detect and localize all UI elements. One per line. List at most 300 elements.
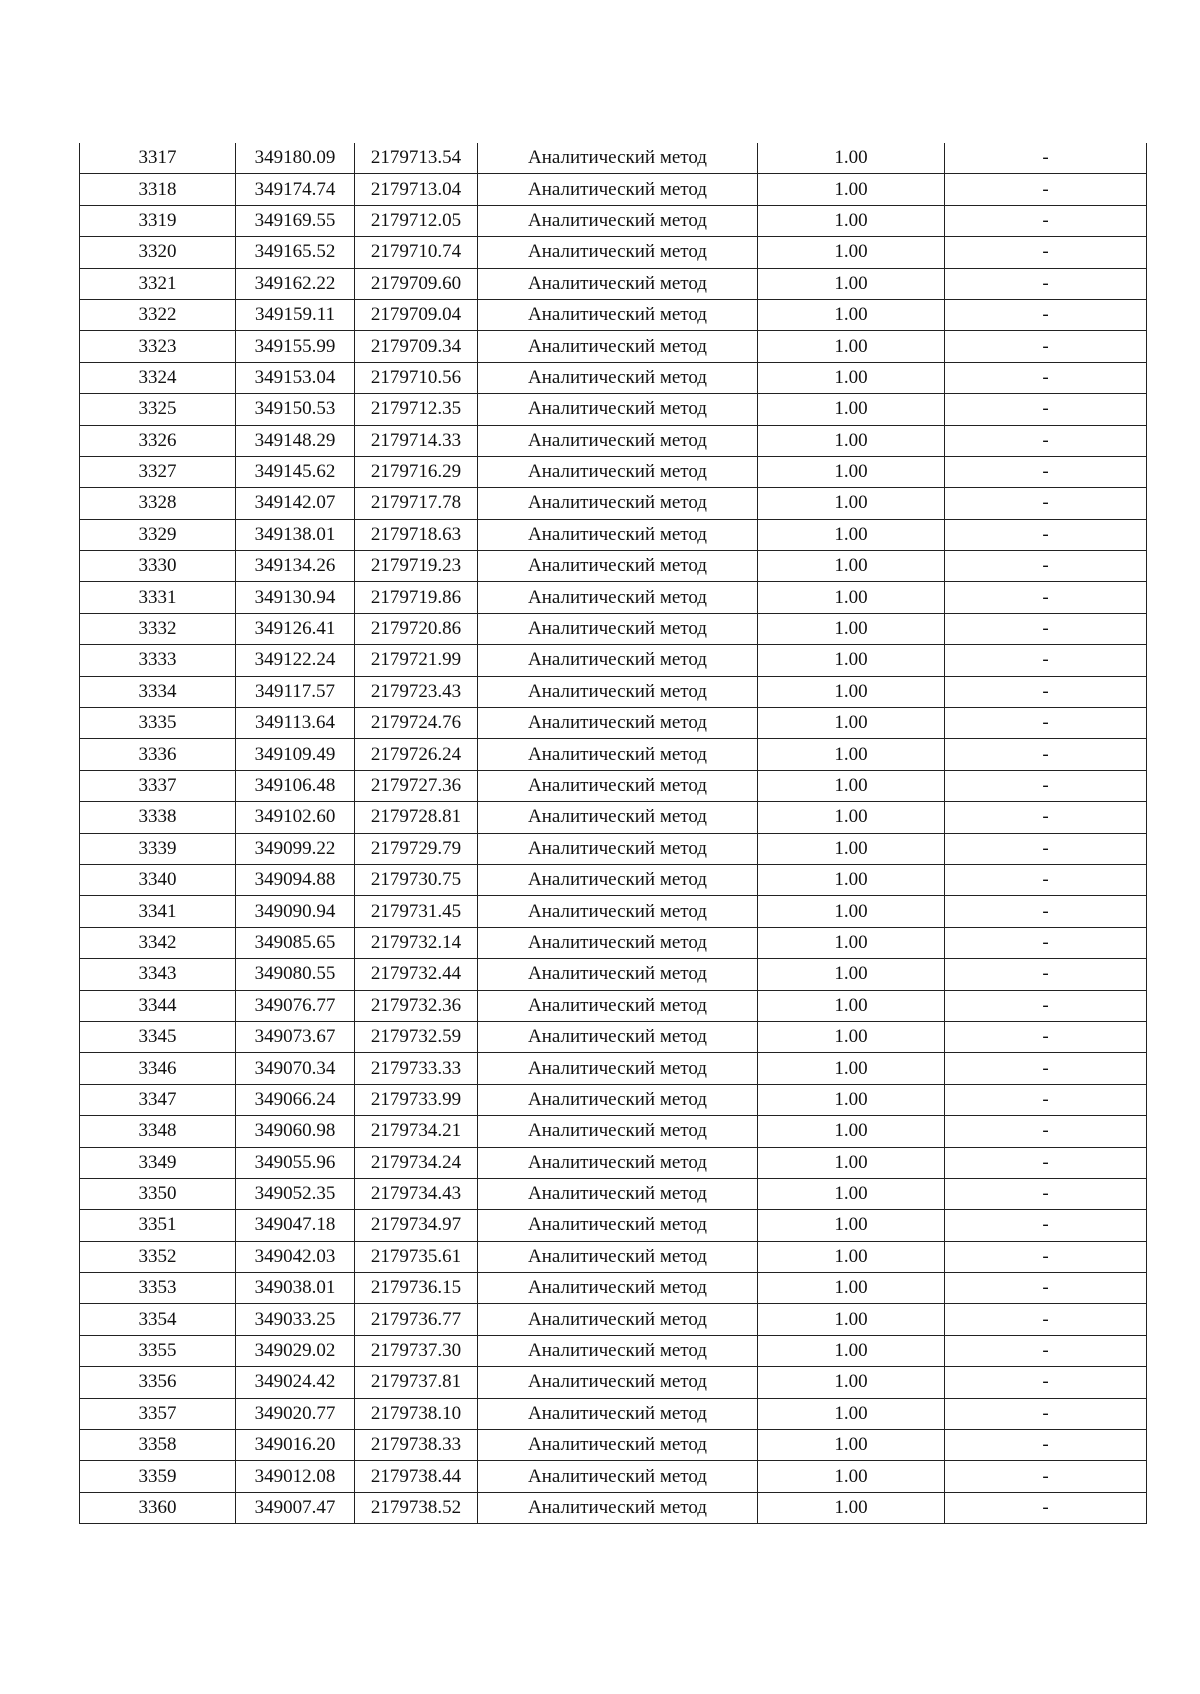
y-coordinate-cell: 2179712.35 — [355, 394, 478, 425]
point-number-cell: 3329 — [80, 519, 236, 550]
note-cell: - — [945, 739, 1147, 770]
table-row — [80, 394, 1147, 425]
table-row — [80, 205, 1147, 236]
accuracy-cell: 1.00 — [758, 1398, 945, 1429]
x-coordinate-cell: 349016.20 — [236, 1430, 355, 1461]
method-cell: Аналитический метод — [478, 362, 758, 393]
note-cell: - — [945, 959, 1147, 990]
method-cell: Аналитический метод — [478, 1461, 758, 1492]
accuracy-cell: 1.00 — [758, 1335, 945, 1366]
x-coordinate-cell: 349070.34 — [236, 1053, 355, 1084]
accuracy-cell: 1.00 — [758, 1241, 945, 1272]
y-coordinate-cell: 2179729.79 — [355, 833, 478, 864]
note-cell: - — [945, 676, 1147, 707]
table-row — [80, 519, 1147, 550]
y-coordinate-cell: 2179709.04 — [355, 299, 478, 330]
y-coordinate-cell: 2179726.24 — [355, 739, 478, 770]
accuracy-cell: 1.00 — [758, 1084, 945, 1115]
note-cell: - — [945, 362, 1147, 393]
accuracy-cell: 1.00 — [758, 331, 945, 362]
accuracy-cell: 1.00 — [758, 551, 945, 582]
table-row — [80, 1461, 1147, 1492]
method-cell: Аналитический метод — [478, 1492, 758, 1523]
y-coordinate-cell: 2179734.24 — [355, 1147, 478, 1178]
accuracy-cell: 1.00 — [758, 1210, 945, 1241]
x-coordinate-cell: 349150.53 — [236, 394, 355, 425]
y-coordinate-cell: 2179736.77 — [355, 1304, 478, 1335]
table-row — [80, 237, 1147, 268]
note-cell: - — [945, 205, 1147, 236]
point-number-cell: 3350 — [80, 1178, 236, 1209]
point-number-cell: 3347 — [80, 1084, 236, 1115]
x-coordinate-cell: 349055.96 — [236, 1147, 355, 1178]
note-cell: - — [945, 1367, 1147, 1398]
method-cell: Аналитический метод — [478, 1178, 758, 1209]
point-number-cell: 3322 — [80, 299, 236, 330]
method-cell: Аналитический метод — [478, 205, 758, 236]
accuracy-cell: 1.00 — [758, 1116, 945, 1147]
y-coordinate-cell: 2179738.44 — [355, 1461, 478, 1492]
accuracy-cell: 1.00 — [758, 896, 945, 927]
x-coordinate-cell: 349029.02 — [236, 1335, 355, 1366]
accuracy-cell: 1.00 — [758, 362, 945, 393]
y-coordinate-cell: 2179736.15 — [355, 1273, 478, 1304]
accuracy-cell: 1.00 — [758, 582, 945, 613]
y-coordinate-cell: 2179734.21 — [355, 1116, 478, 1147]
table-row — [80, 488, 1147, 519]
accuracy-cell: 1.00 — [758, 456, 945, 487]
method-cell: Аналитический метод — [478, 456, 758, 487]
table-row — [80, 1053, 1147, 1084]
y-coordinate-cell: 2179709.60 — [355, 268, 478, 299]
point-number-cell: 3335 — [80, 708, 236, 739]
accuracy-cell: 1.00 — [758, 394, 945, 425]
x-coordinate-cell: 349138.01 — [236, 519, 355, 550]
method-cell: Аналитический метод — [478, 174, 758, 205]
note-cell: - — [945, 927, 1147, 958]
method-cell: Аналитический метод — [478, 1210, 758, 1241]
note-cell: - — [945, 1335, 1147, 1366]
accuracy-cell: 1.00 — [758, 174, 945, 205]
accuracy-cell: 1.00 — [758, 770, 945, 801]
point-number-cell: 3358 — [80, 1430, 236, 1461]
x-coordinate-cell: 349085.65 — [236, 927, 355, 958]
point-number-cell: 3346 — [80, 1053, 236, 1084]
x-coordinate-cell: 349099.22 — [236, 833, 355, 864]
y-coordinate-cell: 2179718.63 — [355, 519, 478, 550]
accuracy-cell: 1.00 — [758, 425, 945, 456]
x-coordinate-cell: 349007.47 — [236, 1492, 355, 1523]
accuracy-cell: 1.00 — [758, 1367, 945, 1398]
point-number-cell: 3326 — [80, 425, 236, 456]
y-coordinate-cell: 2179717.78 — [355, 488, 478, 519]
accuracy-cell: 1.00 — [758, 613, 945, 644]
x-coordinate-cell: 349174.74 — [236, 174, 355, 205]
x-coordinate-cell: 349134.26 — [236, 551, 355, 582]
y-coordinate-cell: 2179710.74 — [355, 237, 478, 268]
note-cell: - — [945, 582, 1147, 613]
table-row — [80, 1178, 1147, 1209]
table-row — [80, 864, 1147, 895]
x-coordinate-cell: 349094.88 — [236, 864, 355, 895]
point-number-cell: 3325 — [80, 394, 236, 425]
y-coordinate-cell: 2179728.81 — [355, 802, 478, 833]
x-coordinate-cell: 349153.04 — [236, 362, 355, 393]
accuracy-cell: 1.00 — [758, 1053, 945, 1084]
table-row — [80, 1304, 1147, 1335]
y-coordinate-cell: 2179730.75 — [355, 864, 478, 895]
method-cell: Аналитический метод — [478, 802, 758, 833]
method-cell: Аналитический метод — [478, 1053, 758, 1084]
method-cell: Аналитический метод — [478, 1304, 758, 1335]
accuracy-cell: 1.00 — [758, 488, 945, 519]
table-row — [80, 174, 1147, 205]
note-cell: - — [945, 299, 1147, 330]
y-coordinate-cell: 2179738.33 — [355, 1430, 478, 1461]
point-number-cell: 3333 — [80, 645, 236, 676]
x-coordinate-cell: 349169.55 — [236, 205, 355, 236]
method-cell: Аналитический метод — [478, 551, 758, 582]
table-row — [80, 708, 1147, 739]
table-row — [80, 770, 1147, 801]
accuracy-cell: 1.00 — [758, 676, 945, 707]
note-cell: - — [945, 174, 1147, 205]
note-cell: - — [945, 519, 1147, 550]
method-cell: Аналитический метод — [478, 896, 758, 927]
table-row — [80, 551, 1147, 582]
note-cell: - — [945, 613, 1147, 644]
method-cell: Аналитический метод — [478, 237, 758, 268]
method-cell: Аналитический метод — [478, 1273, 758, 1304]
x-coordinate-cell: 349165.52 — [236, 237, 355, 268]
method-cell: Аналитический метод — [478, 394, 758, 425]
y-coordinate-cell: 2179713.54 — [355, 143, 478, 174]
x-coordinate-cell: 349113.64 — [236, 708, 355, 739]
method-cell: Аналитический метод — [478, 927, 758, 958]
table-row — [80, 1273, 1147, 1304]
point-number-cell: 3341 — [80, 896, 236, 927]
point-number-cell: 3338 — [80, 802, 236, 833]
point-number-cell: 3340 — [80, 864, 236, 895]
accuracy-cell: 1.00 — [758, 1430, 945, 1461]
note-cell: - — [945, 488, 1147, 519]
note-cell: - — [945, 1210, 1147, 1241]
x-coordinate-cell: 349024.42 — [236, 1367, 355, 1398]
table-row — [80, 833, 1147, 864]
accuracy-cell: 1.00 — [758, 143, 945, 174]
table-row — [80, 1367, 1147, 1398]
note-cell: - — [945, 708, 1147, 739]
point-number-cell: 3343 — [80, 959, 236, 990]
method-cell: Аналитический метод — [478, 645, 758, 676]
method-cell: Аналитический метод — [478, 739, 758, 770]
table-row — [80, 613, 1147, 644]
accuracy-cell: 1.00 — [758, 205, 945, 236]
y-coordinate-cell: 2179734.43 — [355, 1178, 478, 1209]
method-cell: Аналитический метод — [478, 864, 758, 895]
x-coordinate-cell: 349073.67 — [236, 1021, 355, 1052]
point-number-cell: 3359 — [80, 1461, 236, 1492]
y-coordinate-cell: 2179734.97 — [355, 1210, 478, 1241]
accuracy-cell: 1.00 — [758, 864, 945, 895]
coordinates-table — [79, 143, 1147, 1524]
y-coordinate-cell: 2179738.52 — [355, 1492, 478, 1523]
point-number-cell: 3327 — [80, 456, 236, 487]
method-cell: Аналитический метод — [478, 1147, 758, 1178]
x-coordinate-cell: 349142.07 — [236, 488, 355, 519]
note-cell: - — [945, 394, 1147, 425]
table-row — [80, 1084, 1147, 1115]
x-coordinate-cell: 349080.55 — [236, 959, 355, 990]
table-row — [80, 990, 1147, 1021]
y-coordinate-cell: 2179716.29 — [355, 456, 478, 487]
note-cell: - — [945, 1461, 1147, 1492]
x-coordinate-cell: 349159.11 — [236, 299, 355, 330]
x-coordinate-cell: 349130.94 — [236, 582, 355, 613]
note-cell: - — [945, 990, 1147, 1021]
method-cell: Аналитический метод — [478, 488, 758, 519]
accuracy-cell: 1.00 — [758, 299, 945, 330]
table-row — [80, 268, 1147, 299]
point-number-cell: 3337 — [80, 770, 236, 801]
x-coordinate-cell: 349060.98 — [236, 1116, 355, 1147]
table-row — [80, 143, 1147, 174]
point-number-cell: 3328 — [80, 488, 236, 519]
y-coordinate-cell: 2179737.30 — [355, 1335, 478, 1366]
point-number-cell: 3356 — [80, 1367, 236, 1398]
x-coordinate-cell: 349180.09 — [236, 143, 355, 174]
x-coordinate-cell: 349042.03 — [236, 1241, 355, 1272]
note-cell: - — [945, 1178, 1147, 1209]
note-cell: - — [945, 833, 1147, 864]
y-coordinate-cell: 2179719.23 — [355, 551, 478, 582]
coordinates-table-body — [80, 143, 1147, 1524]
note-cell: - — [945, 551, 1147, 582]
x-coordinate-cell: 349047.18 — [236, 1210, 355, 1241]
note-cell: - — [945, 1492, 1147, 1523]
method-cell: Аналитический метод — [478, 676, 758, 707]
x-coordinate-cell: 349162.22 — [236, 268, 355, 299]
accuracy-cell: 1.00 — [758, 268, 945, 299]
y-coordinate-cell: 2179724.76 — [355, 708, 478, 739]
table-row — [80, 1210, 1147, 1241]
accuracy-cell: 1.00 — [758, 1178, 945, 1209]
x-coordinate-cell: 349155.99 — [236, 331, 355, 362]
y-coordinate-cell: 2179709.34 — [355, 331, 478, 362]
accuracy-cell: 1.00 — [758, 802, 945, 833]
note-cell: - — [945, 896, 1147, 927]
table-row — [80, 1492, 1147, 1523]
table-row — [80, 425, 1147, 456]
y-coordinate-cell: 2179737.81 — [355, 1367, 478, 1398]
accuracy-cell: 1.00 — [758, 645, 945, 676]
accuracy-cell: 1.00 — [758, 708, 945, 739]
accuracy-cell: 1.00 — [758, 1304, 945, 1335]
point-number-cell: 3334 — [80, 676, 236, 707]
method-cell: Аналитический метод — [478, 1021, 758, 1052]
table-row — [80, 1021, 1147, 1052]
note-cell: - — [945, 1147, 1147, 1178]
table-row — [80, 959, 1147, 990]
y-coordinate-cell: 2179733.99 — [355, 1084, 478, 1115]
x-coordinate-cell: 349145.62 — [236, 456, 355, 487]
method-cell: Аналитический метод — [478, 519, 758, 550]
method-cell: Аналитический метод — [478, 613, 758, 644]
point-number-cell: 3318 — [80, 174, 236, 205]
x-coordinate-cell: 349148.29 — [236, 425, 355, 456]
point-number-cell: 3351 — [80, 1210, 236, 1241]
y-coordinate-cell: 2179719.86 — [355, 582, 478, 613]
method-cell: Аналитический метод — [478, 833, 758, 864]
note-cell: - — [945, 864, 1147, 895]
point-number-cell: 3353 — [80, 1273, 236, 1304]
note-cell: - — [945, 268, 1147, 299]
accuracy-cell: 1.00 — [758, 990, 945, 1021]
x-coordinate-cell: 349033.25 — [236, 1304, 355, 1335]
y-coordinate-cell: 2179714.33 — [355, 425, 478, 456]
x-coordinate-cell: 349020.77 — [236, 1398, 355, 1429]
table-row — [80, 299, 1147, 330]
note-cell: - — [945, 1021, 1147, 1052]
point-number-cell: 3336 — [80, 739, 236, 770]
table-row — [80, 676, 1147, 707]
note-cell: - — [945, 1053, 1147, 1084]
method-cell: Аналитический метод — [478, 770, 758, 801]
x-coordinate-cell: 349109.49 — [236, 739, 355, 770]
point-number-cell: 3339 — [80, 833, 236, 864]
table-row — [80, 1398, 1147, 1429]
method-cell: Аналитический метод — [478, 1241, 758, 1272]
point-number-cell: 3345 — [80, 1021, 236, 1052]
table-row — [80, 1116, 1147, 1147]
table-row — [80, 802, 1147, 833]
x-coordinate-cell: 349066.24 — [236, 1084, 355, 1115]
note-cell: - — [945, 1304, 1147, 1335]
y-coordinate-cell: 2179732.36 — [355, 990, 478, 1021]
point-number-cell: 3324 — [80, 362, 236, 393]
x-coordinate-cell: 349076.77 — [236, 990, 355, 1021]
method-cell: Аналитический метод — [478, 582, 758, 613]
method-cell: Аналитический метод — [478, 299, 758, 330]
note-cell: - — [945, 143, 1147, 174]
y-coordinate-cell: 2179727.36 — [355, 770, 478, 801]
point-number-cell: 3320 — [80, 237, 236, 268]
x-coordinate-cell: 349012.08 — [236, 1461, 355, 1492]
note-cell: - — [945, 456, 1147, 487]
accuracy-cell: 1.00 — [758, 1461, 945, 1492]
point-number-cell: 3323 — [80, 331, 236, 362]
table-row — [80, 739, 1147, 770]
method-cell: Аналитический метод — [478, 143, 758, 174]
method-cell: Аналитический метод — [478, 1116, 758, 1147]
accuracy-cell: 1.00 — [758, 237, 945, 268]
x-coordinate-cell: 349052.35 — [236, 1178, 355, 1209]
y-coordinate-cell: 2179731.45 — [355, 896, 478, 927]
note-cell: - — [945, 1241, 1147, 1272]
y-coordinate-cell: 2179733.33 — [355, 1053, 478, 1084]
note-cell: - — [945, 425, 1147, 456]
method-cell: Аналитический метод — [478, 425, 758, 456]
note-cell: - — [945, 645, 1147, 676]
method-cell: Аналитический метод — [478, 708, 758, 739]
point-number-cell: 3317 — [80, 143, 236, 174]
note-cell: - — [945, 1398, 1147, 1429]
x-coordinate-cell: 349126.41 — [236, 613, 355, 644]
accuracy-cell: 1.00 — [758, 1273, 945, 1304]
y-coordinate-cell: 2179732.14 — [355, 927, 478, 958]
accuracy-cell: 1.00 — [758, 1147, 945, 1178]
table-row — [80, 927, 1147, 958]
y-coordinate-cell: 2179723.43 — [355, 676, 478, 707]
point-number-cell: 3330 — [80, 551, 236, 582]
table-row — [80, 1335, 1147, 1366]
point-number-cell: 3360 — [80, 1492, 236, 1523]
x-coordinate-cell: 349038.01 — [236, 1273, 355, 1304]
table-row — [80, 331, 1147, 362]
point-number-cell: 3342 — [80, 927, 236, 958]
method-cell: Аналитический метод — [478, 1335, 758, 1366]
method-cell: Аналитический метод — [478, 1398, 758, 1429]
table-row — [80, 456, 1147, 487]
method-cell: Аналитический метод — [478, 990, 758, 1021]
accuracy-cell: 1.00 — [758, 959, 945, 990]
table-row — [80, 645, 1147, 676]
x-coordinate-cell: 349117.57 — [236, 676, 355, 707]
y-coordinate-cell: 2179710.56 — [355, 362, 478, 393]
note-cell: - — [945, 331, 1147, 362]
x-coordinate-cell: 349102.60 — [236, 802, 355, 833]
x-coordinate-cell: 349090.94 — [236, 896, 355, 927]
method-cell: Аналитический метод — [478, 331, 758, 362]
note-cell: - — [945, 1273, 1147, 1304]
point-number-cell: 3354 — [80, 1304, 236, 1335]
point-number-cell: 3319 — [80, 205, 236, 236]
y-coordinate-cell: 2179721.99 — [355, 645, 478, 676]
y-coordinate-cell: 2179713.04 — [355, 174, 478, 205]
y-coordinate-cell: 2179735.61 — [355, 1241, 478, 1272]
method-cell: Аналитический метод — [478, 1367, 758, 1398]
point-number-cell: 3349 — [80, 1147, 236, 1178]
note-cell: - — [945, 770, 1147, 801]
note-cell: - — [945, 1430, 1147, 1461]
table-row — [80, 582, 1147, 613]
method-cell: Аналитический метод — [478, 959, 758, 990]
note-cell: - — [945, 1116, 1147, 1147]
point-number-cell: 3352 — [80, 1241, 236, 1272]
point-number-cell: 3355 — [80, 1335, 236, 1366]
point-number-cell: 3321 — [80, 268, 236, 299]
method-cell: Аналитический метод — [478, 1430, 758, 1461]
x-coordinate-cell: 349122.24 — [236, 645, 355, 676]
y-coordinate-cell: 2179732.44 — [355, 959, 478, 990]
note-cell: - — [945, 1084, 1147, 1115]
accuracy-cell: 1.00 — [758, 739, 945, 770]
table-row — [80, 362, 1147, 393]
note-cell: - — [945, 802, 1147, 833]
table-row — [80, 1430, 1147, 1461]
y-coordinate-cell: 2179712.05 — [355, 205, 478, 236]
table-row — [80, 1241, 1147, 1272]
note-cell: - — [945, 237, 1147, 268]
accuracy-cell: 1.00 — [758, 1021, 945, 1052]
point-number-cell: 3357 — [80, 1398, 236, 1429]
point-number-cell: 3344 — [80, 990, 236, 1021]
x-coordinate-cell: 349106.48 — [236, 770, 355, 801]
accuracy-cell: 1.00 — [758, 1492, 945, 1523]
point-number-cell: 3348 — [80, 1116, 236, 1147]
point-number-cell: 3332 — [80, 613, 236, 644]
table-row — [80, 896, 1147, 927]
